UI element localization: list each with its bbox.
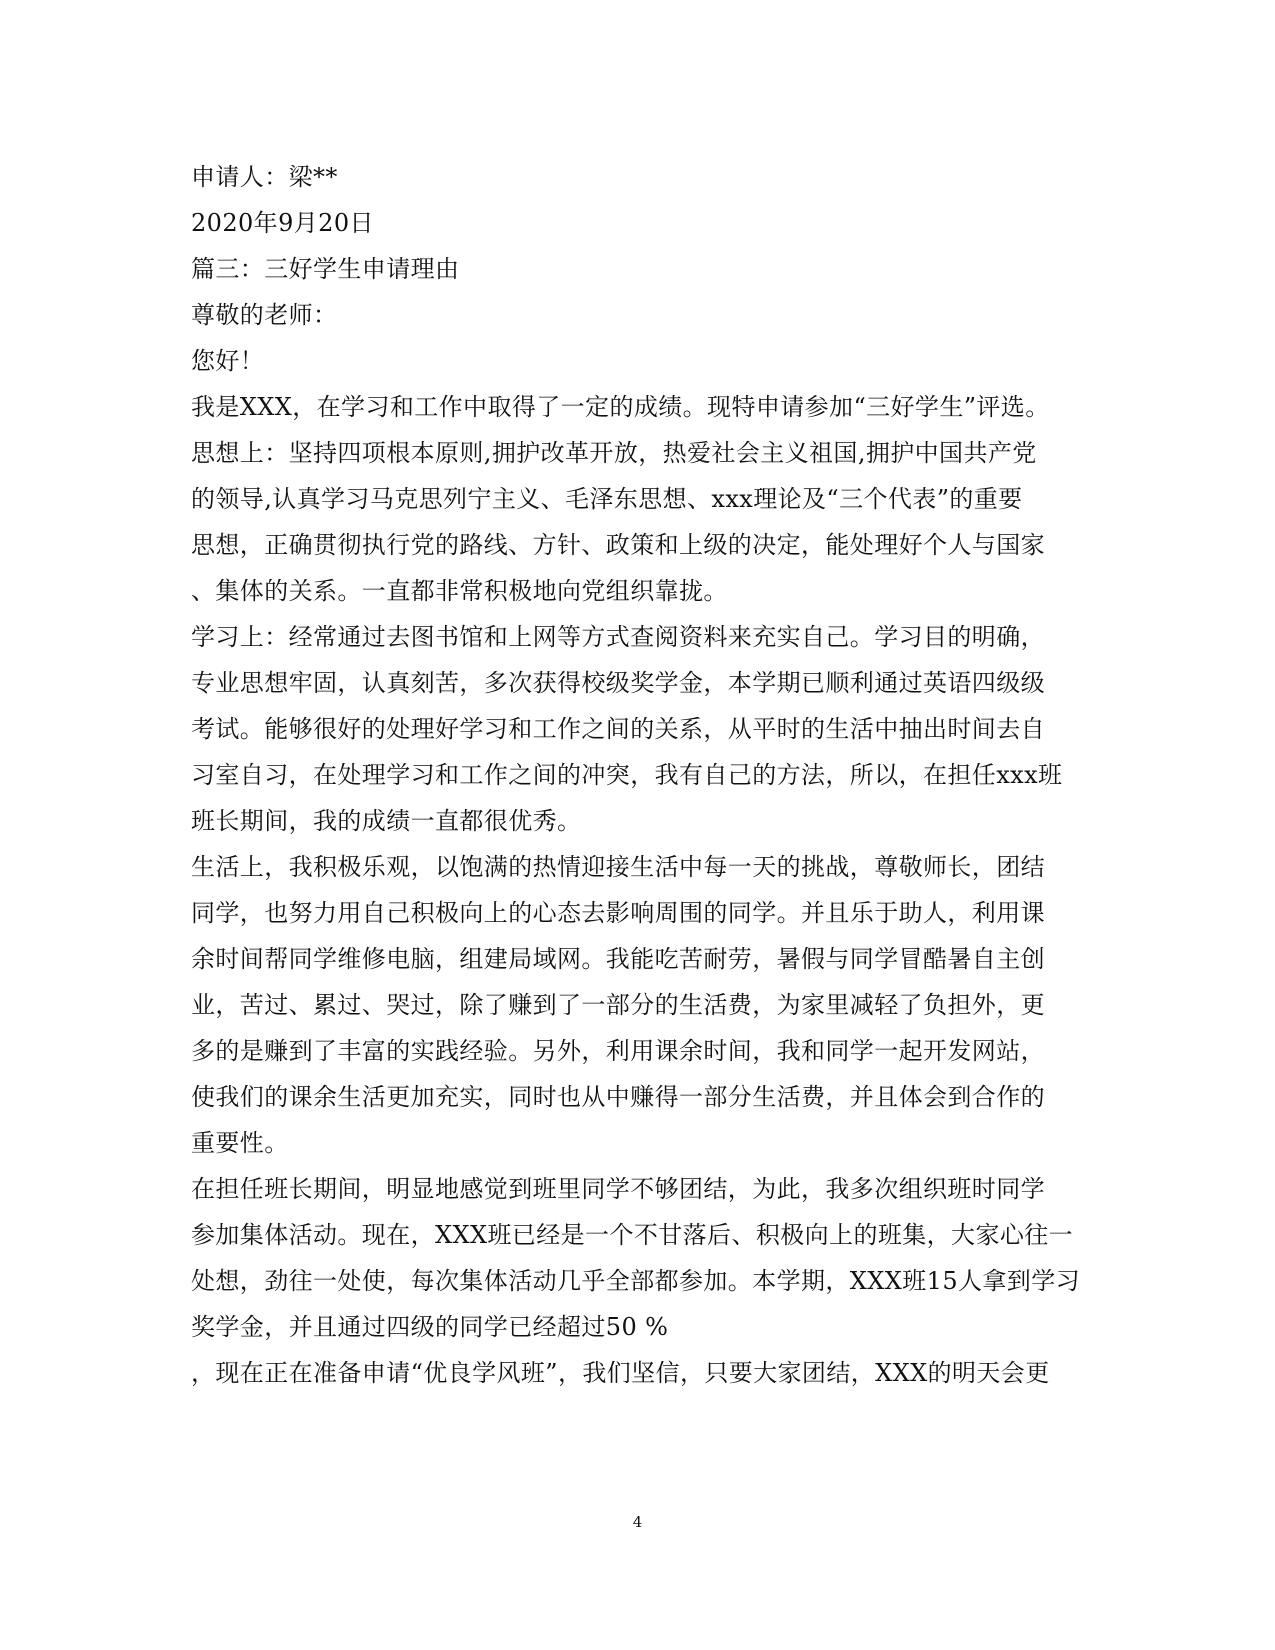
body-line: 习室自习，在处理学习和工作之间的冲突，我有自己的方法，所以，在担任xxx班: [191, 761, 1063, 789]
greeting: 您好！: [191, 347, 265, 375]
body-line: 业，苦过、累过、哭过，除了赚到了一部分的生活费，为家里减轻了负担外，更: [191, 991, 1045, 1019]
body-line: 生活上，我积极乐观，以饱满的热情迎接生活中每一天的挑战，尊敬师长，团结: [191, 853, 1045, 881]
body-line: 处想，劲往一处使，每次集体活动几乎全部都参加。本学期，XXX班15人拿到学习: [191, 1267, 1080, 1295]
body-line: 参加集体活动。现在，XXX班已经是一个不甘落后、积极向上的班集，大家心往一: [191, 1221, 1074, 1249]
body-line: 的领导,认真学习马克思列宁主义、毛泽东思想、xxx理论及“三个代表”的重要: [191, 485, 1023, 513]
body-line: 奖学金，并且通过四级的同学已经超过50 %: [191, 1313, 669, 1341]
page-number: 4: [632, 1513, 643, 1531]
body-line: 班长期间，我的成绩一直都很优秀。: [191, 807, 582, 835]
body-line: 在担任班长期间，明显地感觉到班里同学不够团结，为此，我多次组织班时同学: [191, 1175, 1045, 1203]
body-line: 多的是赚到了丰富的实践经验。另外，利用课余时间，我和同学一起开发网站，: [191, 1037, 1045, 1065]
body-line: 思想上：坚持四项根本原则,拥护改革开放，热爱社会主义祖国,拥护中国共产党: [191, 439, 1037, 467]
section-title: 篇三：三好学生申请理由: [191, 255, 460, 283]
body-line: 同学，也努力用自己积极向上的心态去影响周围的同学。并且乐于助人，利用课: [191, 899, 1045, 927]
body-line: 考试。能够很好的处理好学习和工作之间的关系，从平时的生活中抽出时间去自: [191, 715, 1045, 743]
body-line: 学习上：经常通过去图书馆和上网等方式查阅资料来充实自己。学习目的明确，: [191, 623, 1045, 651]
body-line: 思想，正确贯彻执行党的路线、方针、政策和上级的决定，能处理好个人与国家: [191, 531, 1045, 559]
body-line: 我是XXX，在学习和工作中取得了一定的成绩。现特申请参加“三好学生”评选。: [191, 393, 1050, 421]
body-line: 使我们的课余生活更加充实，同时也从中赚得一部分生活费，并且体会到合作的: [191, 1083, 1045, 1111]
date-line: 2020年9月20日: [191, 209, 374, 237]
body-line: ，现在正在准备申请“优良学风班”，我们坚信，只要大家团结，XXX的明天会更: [191, 1359, 1050, 1387]
body-line: 余时间帮同学维修电脑，组建局域网。我能吃苦耐劳，暑假与同学冒酷暑自主创: [191, 945, 1045, 973]
body-line: 重要性。: [191, 1129, 289, 1157]
body-line: 、集体的关系。一直都非常积极地向党组织靠拢。: [191, 577, 728, 605]
body-line: 专业思想牢固，认真刻苦，多次获得校级奖学金，本学期已顺利通过英语四级级: [191, 669, 1045, 697]
salutation: 尊敬的老师：: [191, 301, 338, 329]
applicant-line: 申请人：梁**: [191, 163, 338, 191]
